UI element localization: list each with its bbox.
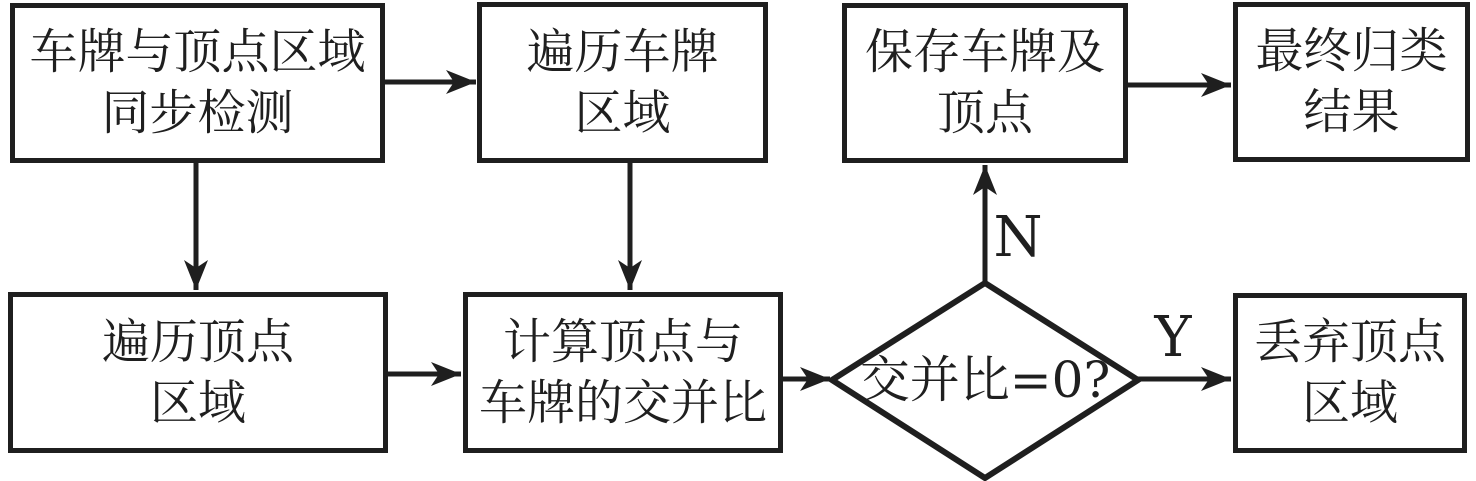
node-text-line: 丢弃顶点 xyxy=(1253,314,1446,370)
node-text-line: 区域 xyxy=(574,84,671,141)
node-text-line: 车牌与顶点区域 xyxy=(29,24,366,80)
node-traverse-vertex-region xyxy=(8,292,388,453)
node-text-line: 最终归类 xyxy=(1255,23,1448,79)
node-text-line: 区域 xyxy=(149,374,246,431)
node-text-line: 计算顶点与 xyxy=(502,313,743,370)
node-text-line: 结果 xyxy=(1303,84,1400,140)
node-text-line: 保存车牌及 xyxy=(864,24,1105,80)
node-save-plate-and-vertex xyxy=(842,3,1128,163)
edge-label-yes: Y xyxy=(1154,305,1192,370)
node-plate-vertex-sync-detect xyxy=(10,3,385,163)
node-compute-vertex-plate-iou xyxy=(463,292,783,453)
node-discard-vertex-region xyxy=(1233,293,1467,453)
node-text-line: 遍历顶点 xyxy=(101,313,294,370)
node-text-line: 区域 xyxy=(1301,375,1398,431)
node-text-line: 顶点 xyxy=(936,85,1033,141)
node-text-line: 遍历车牌 xyxy=(526,23,719,80)
node-traverse-plate-region xyxy=(477,2,768,163)
decision-iou-zero-label: 交并比=0? xyxy=(859,351,1111,409)
node-text-line: 同步检测 xyxy=(101,85,294,141)
node-final-classification-result xyxy=(1233,2,1470,162)
edge-label-no: N xyxy=(993,205,1043,270)
node-text-line: 车牌的交并比 xyxy=(478,374,767,431)
